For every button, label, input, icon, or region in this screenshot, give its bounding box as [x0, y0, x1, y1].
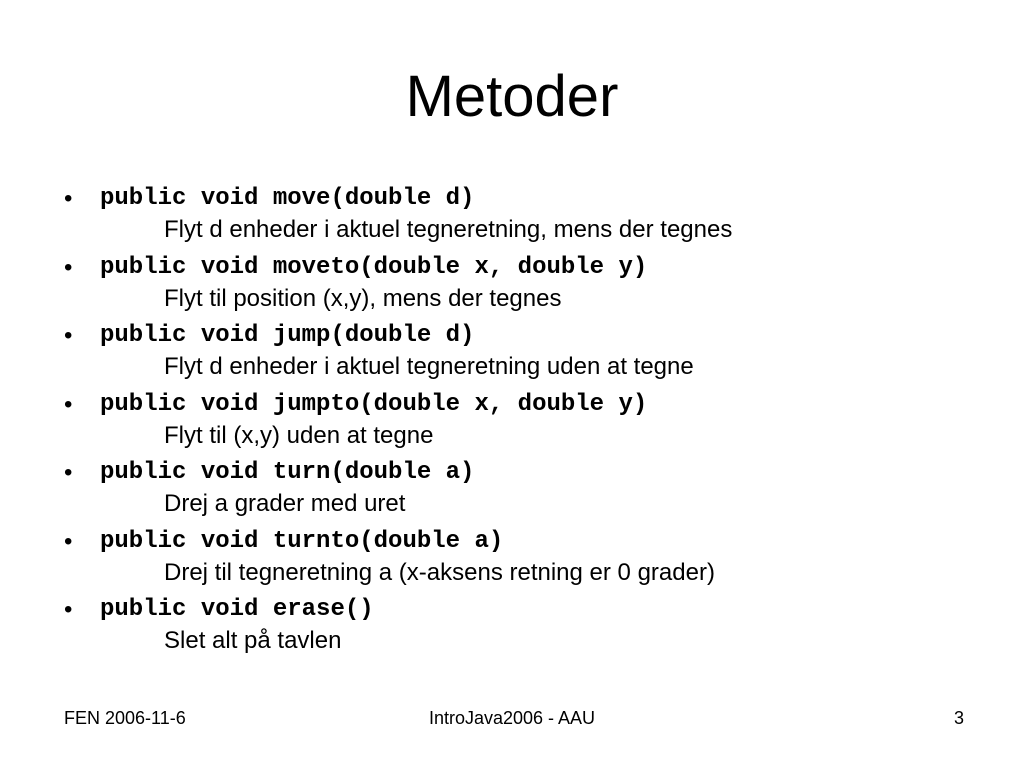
- method-description: Flyt til (x,y) uden at tegne: [164, 421, 434, 449]
- list-item: [64, 252, 984, 321]
- method-description: Flyt d enheder i aktuel tegneretning, mens der tegnes: [164, 216, 733, 243]
- bullet-icon: •: [64, 596, 73, 623]
- method-signature: public void move(double d): [100, 185, 475, 212]
- list-item: [64, 320, 984, 389]
- method-signature: public void jumpto(double x, double y): [100, 390, 648, 418]
- bullet-icon: •: [64, 253, 73, 281]
- method-signature: public void turnto(double a): [100, 527, 504, 555]
- method-signature: public void moveto(double x, double y): [100, 253, 648, 281]
- bullet-icon: •: [64, 527, 73, 555]
- list-item: [64, 526, 984, 595]
- method-list: [64, 183, 984, 663]
- bullet-icon: •: [64, 322, 73, 349]
- method-description: Flyt til position (x,y), mens der tegnes: [164, 284, 562, 312]
- method-description: Drej til tegneretning a (x-aksens retning er 0 grader): [164, 558, 715, 586]
- bullet-icon: •: [64, 185, 73, 212]
- list-item: [64, 457, 984, 526]
- method-description: Drej a grader med uret: [164, 490, 406, 517]
- bullet-icon: •: [64, 459, 73, 486]
- list-item: [64, 389, 984, 458]
- method-signature: public void erase(): [100, 596, 374, 623]
- footer-page-number: 3: [953, 708, 964, 728]
- footer-date: FEN 2006-11-6: [64, 708, 186, 728]
- list-item: [64, 183, 984, 252]
- method-signature: public void jump(double d): [100, 322, 475, 349]
- footer-course: IntroJava2006 - AAU: [428, 708, 596, 728]
- slide-title: Metoder: [405, 64, 619, 129]
- bullet-icon: •: [64, 390, 73, 418]
- method-description: Flyt d enheder i aktuel tegneretning uden at tegne: [164, 353, 694, 380]
- method-signature: public void turn(double a): [100, 459, 475, 486]
- method-description: Slet alt på tavlen: [164, 627, 342, 654]
- list-item: [64, 594, 984, 663]
